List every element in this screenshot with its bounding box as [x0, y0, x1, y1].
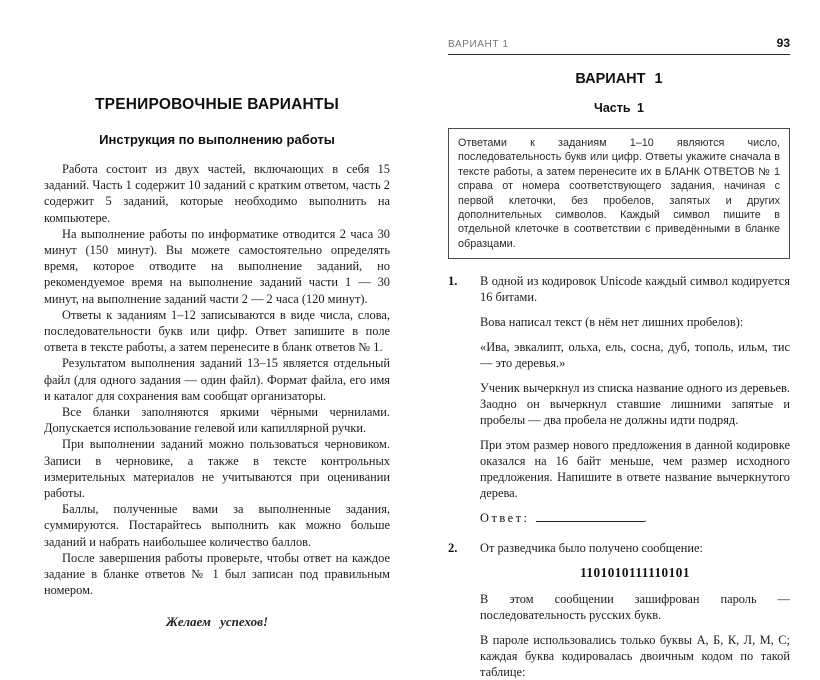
- left-page: [44, 96, 390, 630]
- answer-suffix: .: [643, 511, 647, 526]
- task-paragraph: При этом размер нового предложения в данной кодировке оказался на 16 байт меньше, чем размер исходного предложения. Напишите в ответе название вычеркнутого дерева.: [480, 438, 790, 501]
- task-2: [448, 540, 790, 680]
- answers-instruction-box: Ответами к заданиям 1–10 являются число, последовательность букв или цифр. Ответы укажите сначала в тексте работы, а затем перенесите их в БЛАНК ОТВЕТОВ № 1 справа от номера соответствующего задания, начиная с первой клеточки, без пробелов, запятых и других дополнительных символов. Каждый символ пишите в отдельной клеточке в соответствии с приведёнными в бланке образцами.: [448, 128, 790, 259]
- task-paragraph: От разведчика было получено сообщение:: [480, 541, 704, 556]
- instruction-paragraph: Все бланки заполняются яркими чёрными чернилами. Допускается использование гелевой или капиллярной ручки.: [44, 405, 390, 436]
- instruction-paragraph: При выполнении заданий можно пользоваться черновиком. Записи в черновике, а также в тексте контрольных измерительных материалов не учитываются при оценивании работы.: [44, 437, 390, 501]
- closing-wish: Желаем успехов!: [165, 614, 269, 630]
- part-heading: Часть 1: [594, 101, 644, 115]
- answer-blank: [536, 510, 644, 522]
- page-number: 93: [776, 36, 790, 50]
- instruction-paragraph: Ответы к заданиям 1–12 записываются в виде числа, слова, последовательности букв или цифр. Ответ запишите в поле ответа в тексте работы, а затем перенесите в бланк ответов № 1.: [44, 307, 390, 355]
- answer-label: Ответ:: [480, 511, 530, 526]
- running-header-label: ВАРИАНТ 1: [448, 39, 509, 50]
- task-paragraph: В пароле использовались только буквы А, Б, К, Л, М, С; каждая буква кодировалась двоичным кодом по такой таблице:: [480, 633, 790, 680]
- task-paragraph: Вова написал текст (в нём нет лишних пробелов):: [480, 315, 744, 330]
- task-paragraph: В одной из кодировок Unicode каждый символ кодируется 16 битами.: [480, 274, 790, 305]
- instruction-paragraph: После завершения работы проверьте, чтобы ответ на каждое задание в бланке ответов № 1 был записан под правильным номером.: [44, 550, 390, 598]
- instruction-paragraph: Баллы, полученные вами за выполненные задания, суммируются. Постарайтесь выполнить как можно больше заданий и набрать наибольшее количество баллов.: [44, 502, 390, 549]
- binary-message: 1101010111110101: [580, 565, 690, 581]
- task-2-number: 2.: [448, 541, 458, 556]
- instruction-paragraph: На выполнение работы по информатике отводится 2 часа 30 минут (150 минут). Вы можете самостоятельно определять время, которое отводите на выполнение заданий, но рекомендуемое время на выполнение заданий части 1 — 30 минут, на выполнение заданий части 2 — 2 часа (120 минут).: [44, 226, 390, 306]
- left-page-title: ТРЕНИРОВОЧНЫЕ ВАРИАНТЫ: [95, 96, 339, 113]
- answer-line: [480, 510, 790, 526]
- task-1-body: [480, 273, 790, 526]
- task-2-body: [480, 540, 790, 680]
- task-1-number: 1.: [448, 274, 458, 289]
- instruction-subtitle: Инструкция по выполнению работы: [99, 132, 335, 147]
- task-paragraph: «Ива, эвкалипт, ольха, ель, сосна, дуб, тополь, ильм, тис — это деревья.»: [480, 340, 790, 371]
- instruction-paragraph: Работа состоит из двух частей, включающих в себя 15 заданий. Часть 1 содержит 10 заданий с кратким ответом, часть 2 содержит 5 заданий, которые необходимо выполнить на компьютере.: [44, 162, 390, 225]
- running-header: [448, 36, 790, 55]
- task-paragraph: Ученик вычеркнул из списка название одного из деревьев. Заодно он вычеркнул ставшие лишними запятые и пробелы — два пробела не должны идти подряд.: [480, 381, 790, 428]
- task-1: [448, 273, 790, 526]
- instruction-paragraph: Результатом выполнения заданий 13–15 является отдельный файл (для одного задания — один файл). Формат файла, его имя и каталог для сохранения вам сообщат организаторы.: [44, 356, 390, 403]
- task-paragraph: В этом сообщении зашифрован пароль — последовательность русских букв.: [480, 592, 790, 623]
- variant-title: ВАРИАНТ 1: [575, 71, 663, 87]
- right-page: [448, 36, 790, 680]
